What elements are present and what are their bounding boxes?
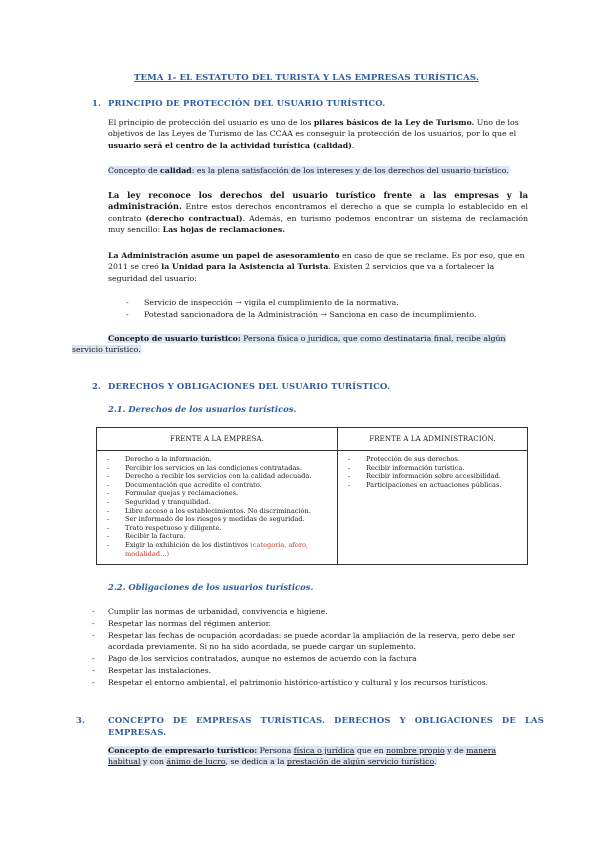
paragraph-protection (108, 117, 528, 151)
text: . (351, 140, 355, 150)
list-item: - Derecho a recibir los servicios con la calidad adecuada. (103, 472, 333, 481)
subsection-2-1-heading: 2.1. Derechos de los usuarios turísticos. (108, 404, 297, 414)
rights-table (96, 427, 528, 565)
subsection-2-2-heading: 2.2. Obligaciones de los usuarios turísticos. (108, 582, 314, 592)
obligations-list (92, 606, 532, 689)
red-text: (categoría, aforo, modalidad…) (125, 540, 309, 558)
list-item: - Libre acceso a los establecimientos. No discriminación. (103, 507, 333, 516)
list-item: - Ser informado de los riesgos y medidas de seguridad. (103, 515, 333, 524)
text: que en (354, 746, 387, 755)
list-item: - Participaciones en actuaciones públicas. (344, 481, 523, 490)
text: Uno de los objetivos de las Leyes de Turismo de las CCAA es conseguir la protección de los usuarios, por lo que el (108, 118, 519, 139)
table-header: FRENTE A LA ADMINISTRACIÓN. (338, 428, 528, 451)
text: El principio de protección del usuario es uno de los (108, 118, 314, 127)
list-item: - Percibir los servicios en las condiciones contratadas. (103, 464, 333, 473)
section-1-heading (92, 98, 385, 108)
text: , se dedica a la (225, 757, 287, 767)
bold-text: Concepto de empresario turístico: (108, 746, 258, 755)
list-item: - Servicio de inspección → vigila el cumplimiento de la normativa. (126, 297, 476, 309)
list-item: - Respetar las fechas de ocupación acordadas: se puede acordar la ampliación de la reserva, pero debe ser acordada previamente. Si no ha sido acordada, se puede cargar un suplemento. (92, 630, 532, 654)
bold-text: Concepto de usuario turístico: (108, 334, 241, 343)
paragraph-user-concept (72, 333, 530, 356)
list-item: - Cumplir las normas de urbanidad, convivencia e higiene. (92, 606, 532, 618)
text: . (434, 757, 437, 767)
bold-text: usuario será el centro de la actividad turística (calidad) (108, 140, 352, 150)
section-number: 3. (76, 715, 86, 725)
text: Persona (257, 746, 294, 755)
text: . Además, en turismo podemos encontrar un sistema de reclamación muy sencillo: (108, 213, 528, 235)
list-item: - Recibir información turística. (344, 464, 523, 473)
section-heading-text: DERECHOS Y OBLIGACIONES DEL USUARIO TURÍSTICO. (108, 381, 391, 391)
bold-text: calidad (160, 166, 192, 175)
bold-text: la Unidad para la Asistencia al Turista (161, 262, 329, 272)
bold-text: (derecho contractual) (145, 213, 243, 223)
section-3-heading (76, 714, 544, 738)
section-number: 2. (92, 381, 102, 391)
text: . Existen 2 servicios que va a fortalecer la seguridad del usuario: (108, 262, 495, 283)
text: Persona física o jurídica, que como destinataria final, recibe algún servicio turístico. (72, 334, 506, 355)
text: Exigir la exhibición de los distintivos (125, 540, 251, 549)
paragraph-administration (108, 250, 528, 284)
underlined-text: física o jurídica (293, 746, 355, 755)
section-number: 1. (92, 98, 102, 108)
bold-text: pilares básicos de la Ley de Turismo. (313, 118, 475, 127)
section-heading-text: PRINCIPIO DE PROTECCIÓN DEL USUARIO TURÍSTICO. (108, 98, 386, 108)
paragraph-quality (108, 165, 528, 176)
list-item: - Derecho a la información. (103, 455, 333, 464)
list-item: - Respetar el entorno ambiental, el patrimonio histórico-artístico y cultural y los recursos turísticos. (92, 677, 532, 689)
document-title: TEMA 1- EL ESTATUTO DEL TURISTA Y LAS EMPRESAS TURÍSTICAS. (134, 73, 479, 83)
text: Concepto de (108, 166, 161, 175)
underlined-text: ánimo de lucro (166, 757, 226, 767)
underlined-text: manera habitual (108, 746, 497, 767)
text: Entre estos derechos encontramos el derecho a que se cumpla lo establecido en el contrato (108, 202, 528, 223)
text: : es la plena satisfacción de los intereses y de los derechos del usuario turístico. (191, 166, 509, 175)
list-item: - Trato respetuoso y diligente. (103, 524, 333, 533)
table-cell (338, 451, 528, 565)
bold-text: Las hojas de reclamaciones. (162, 225, 285, 235)
list-item: - Recibir la factura. (103, 532, 333, 541)
list-item: - Pago de los servicios contratados, aunque no estemos de acuerdo con la factura (92, 653, 532, 665)
section-heading-text: CONCEPTO DE EMPRESAS TURÍSTICAS. DERECHOS Y OBLIGACIONES DE LAS EMPRESAS. (108, 715, 544, 737)
bold-text: La ley reconoce los derechos del usuario turístico frente a las empresas y la administración. (108, 190, 528, 212)
section-2-heading (92, 381, 390, 391)
underlined-text: prestación de algún servicio turístico (286, 757, 435, 767)
list-item: - Seguridad y tranquilidad. (103, 498, 333, 507)
table-header: FRENTE A LA EMPRESA. (97, 428, 338, 451)
text: en caso de que se reclame. Es por eso, que en 2011 se creó (108, 251, 525, 272)
list-item: - Potestad sancionadora de la Administración → Sanciona en caso de incumplimiento. (126, 309, 476, 321)
list-item: - Respetar las normas del régimen anterior. (92, 618, 532, 630)
table-cell (97, 451, 338, 565)
services-list (126, 297, 476, 321)
list-item: - Formular quejas y reclamaciones. (103, 489, 333, 498)
paragraph-entrepreneur-concept (108, 745, 528, 768)
list-item: - Protección de sus derechos. (344, 455, 523, 464)
underlined-text: nombre propio (386, 746, 445, 755)
list-item: - Documentación que acredite el contrato. (103, 481, 333, 490)
administration-rights-list (344, 455, 523, 489)
text: y de (444, 746, 467, 755)
company-rights-list (103, 455, 333, 558)
text: y con (140, 757, 167, 767)
list-item: - Respetar las instalaciones. (92, 665, 532, 677)
list-item: - Recibir información sobre accesibilidad. (344, 472, 523, 481)
bold-text: La Administración asume un papel de asesoramiento (108, 251, 340, 260)
paragraph-rights (108, 190, 528, 236)
list-item (103, 541, 333, 558)
